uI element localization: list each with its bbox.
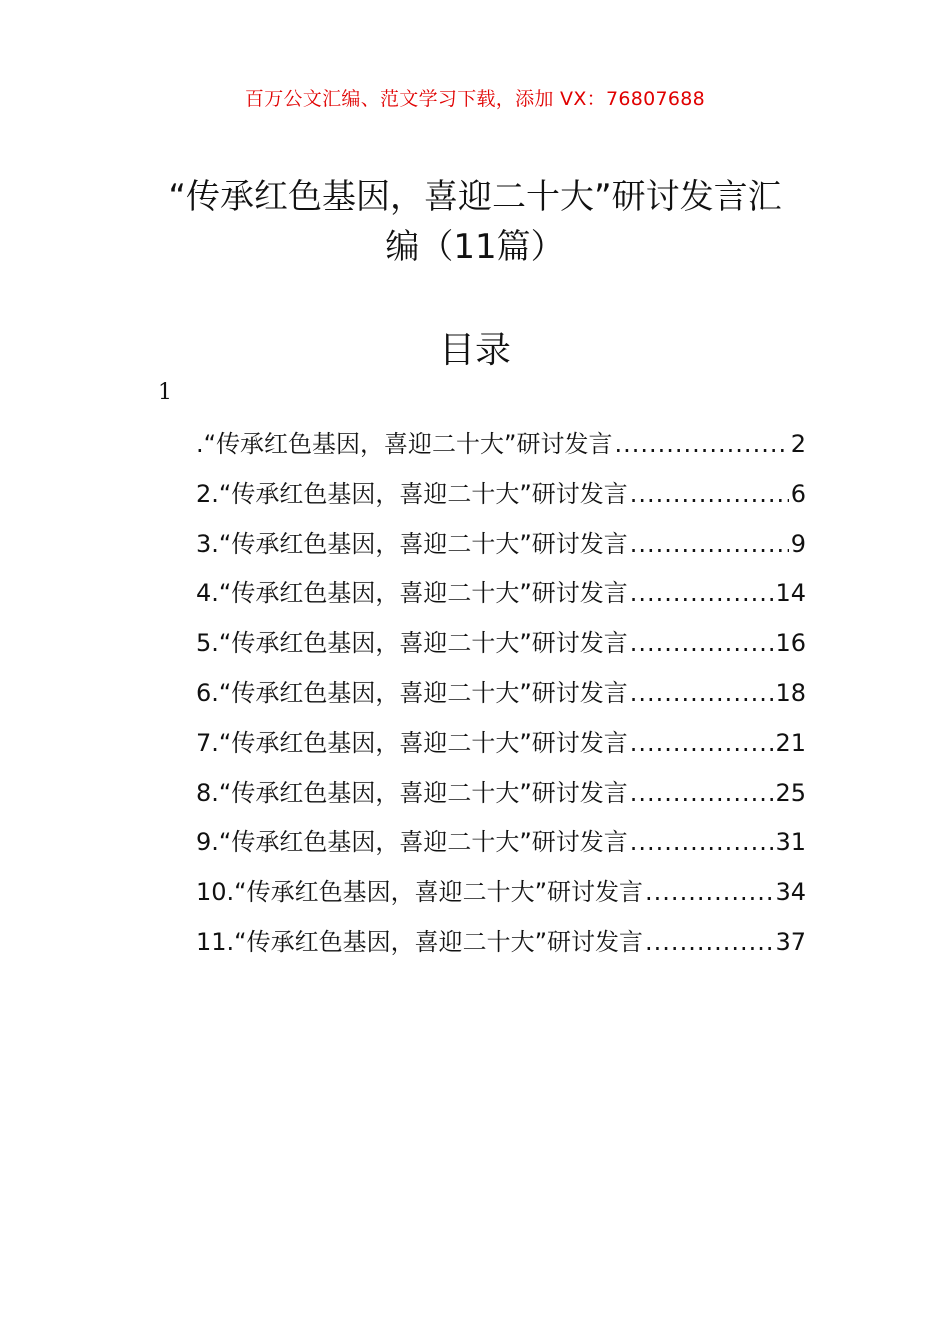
toc-dot-leader bbox=[630, 569, 774, 619]
toc-entry[interactable] bbox=[196, 769, 806, 819]
toc-entry-label: 5.“传承红色基因，喜迎二十大”研讨发言 bbox=[196, 629, 628, 658]
toc-entry[interactable] bbox=[196, 868, 806, 918]
toc-entry[interactable] bbox=[196, 569, 806, 619]
toc-entry[interactable] bbox=[196, 669, 806, 719]
toc-entry[interactable] bbox=[196, 420, 806, 470]
toc-heading: 目录 bbox=[438, 330, 511, 371]
toc-entry-page: 9 bbox=[790, 529, 806, 558]
toc-entry[interactable] bbox=[196, 619, 806, 669]
toc-entry-page: 14 bbox=[775, 579, 806, 608]
toc-dot-leader bbox=[630, 669, 774, 719]
toc-entry-label: 7.“传承红色基因，喜迎二十大”研讨发言 bbox=[196, 728, 628, 757]
toc-entry-page: 16 bbox=[775, 629, 806, 658]
document-title bbox=[150, 172, 800, 272]
toc-dot-leader bbox=[630, 769, 774, 819]
toc-entry-page: 25 bbox=[775, 778, 806, 807]
toc-entry[interactable] bbox=[196, 470, 806, 520]
toc-entry[interactable] bbox=[196, 818, 806, 868]
toc-number-label: 1 bbox=[158, 380, 172, 405]
toc-entry-label: 3.“传承红色基因，喜迎二十大”研讨发言 bbox=[196, 529, 628, 558]
toc-dot-leader bbox=[630, 619, 774, 669]
toc-dot-leader bbox=[645, 868, 773, 918]
toc-entry-label: 8.“传承红色基因，喜迎二十大”研讨发言 bbox=[196, 778, 628, 807]
toc-entry-page: 21 bbox=[775, 728, 806, 757]
toc-dot-leader bbox=[630, 520, 789, 570]
header-contact-note: 百万公文汇编、范文学习下载，添加 VX：76807688 bbox=[244, 88, 706, 110]
toc-entry-label: 10.“传承红色基因，喜迎二十大”研讨发言 bbox=[196, 878, 644, 907]
toc-entry-label: .“传承红色基因，喜迎二十大”研讨发言 bbox=[196, 430, 613, 458]
toc-entry-page: 34 bbox=[775, 878, 806, 907]
toc-entry-page: 2 bbox=[790, 430, 806, 458]
toc-entry[interactable] bbox=[196, 918, 806, 968]
toc-entry-page: 31 bbox=[775, 828, 806, 857]
toc-entry[interactable] bbox=[196, 719, 806, 769]
toc-entry[interactable] bbox=[196, 520, 806, 570]
toc-entry-page: 6 bbox=[790, 479, 806, 508]
toc-entry-label: 6.“传承红色基因，喜迎二十大”研讨发言 bbox=[196, 678, 628, 707]
toc-dot-leader bbox=[630, 818, 774, 868]
toc-entry-label: 11.“传承红色基因，喜迎二十大”研讨发言 bbox=[196, 927, 644, 956]
toc-entry-page: 18 bbox=[775, 678, 806, 707]
toc-entry-label: 4.“传承红色基因，喜迎二十大”研讨发言 bbox=[196, 579, 628, 608]
document-title-line-1: “传承红色基因，喜迎二十大”研讨发言汇 bbox=[168, 177, 782, 217]
document-title-line-2: 编（11篇） bbox=[385, 227, 565, 267]
toc-entry-label: 2.“传承红色基因，喜迎二十大”研讨发言 bbox=[196, 479, 628, 508]
toc-entry-page: 37 bbox=[775, 927, 806, 956]
toc-dot-leader bbox=[630, 470, 789, 520]
toc-dot-leader bbox=[615, 420, 789, 470]
toc-list bbox=[196, 420, 806, 968]
toc-dot-leader bbox=[630, 719, 774, 769]
toc-dot-leader bbox=[645, 918, 773, 968]
toc-entry-label: 9.“传承红色基因，喜迎二十大”研讨发言 bbox=[196, 828, 628, 857]
